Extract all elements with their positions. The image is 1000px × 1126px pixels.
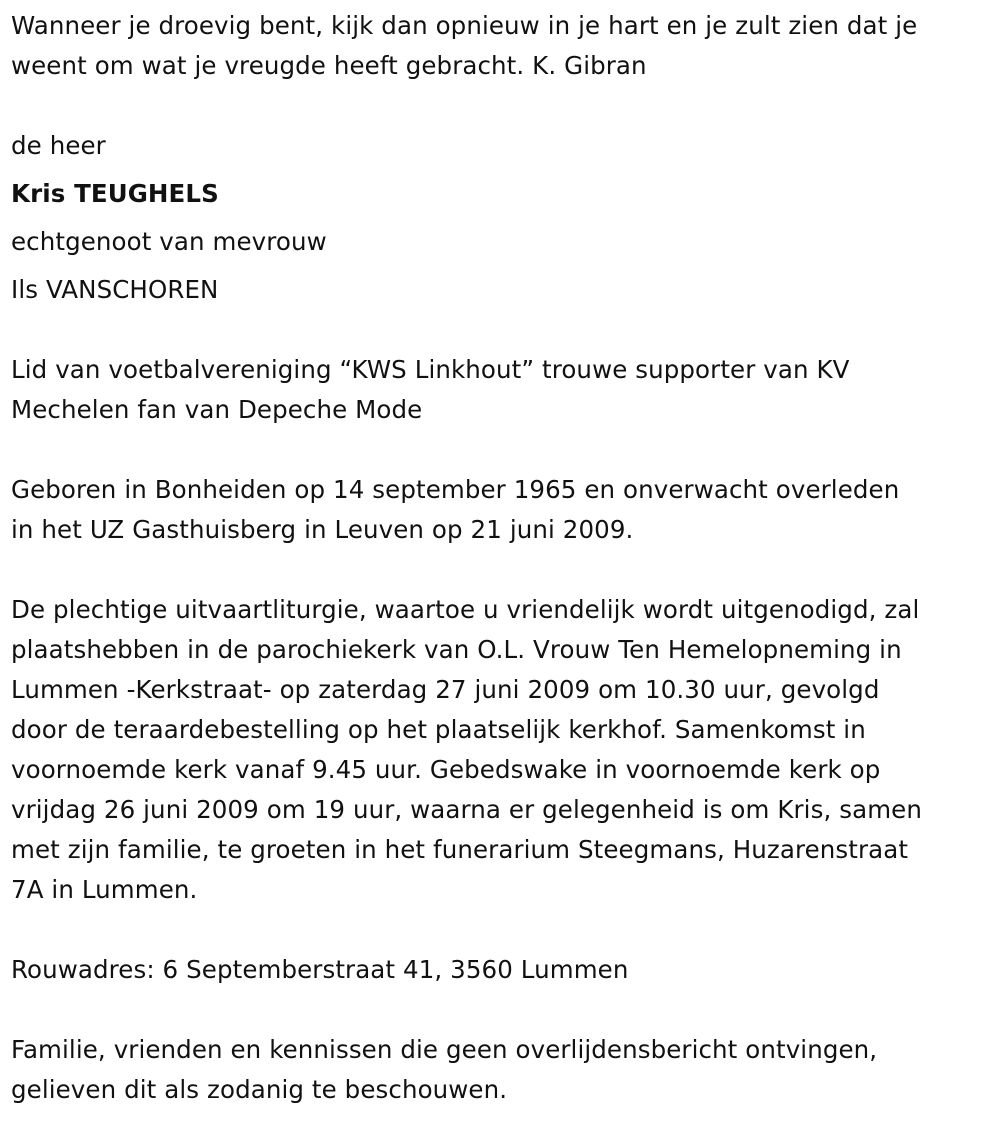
deceased-name: Kris TEUGHELS xyxy=(11,179,219,208)
funeral-line-7: met zijn familie, te groeten in het funerarium Steegmans, Huzarenstraat xyxy=(11,835,909,864)
section-gap xyxy=(11,910,990,950)
deceased-section xyxy=(11,126,990,310)
deceased-relation: echtgenoot van mevrouw xyxy=(11,227,327,256)
membership-line-2: Mechelen fan van Depeche Mode xyxy=(11,395,423,424)
membership-section xyxy=(11,350,990,430)
funeral-line-4: door de teraardebestelling op het plaatselijk kerkhof. Samenkomst in xyxy=(11,715,866,744)
address-section xyxy=(11,950,990,990)
funeral-line-5: voornoemde kerk vanaf 9.45 uur. Gebedswake in voornoemde kerk op xyxy=(11,755,881,784)
closing-section xyxy=(11,1030,990,1110)
birth-death-line-2: in het UZ Gasthuisberg in Leuven op 21 juni 2009. xyxy=(11,515,634,544)
quote-line-2: weent om wat je vreugde heeft gebracht. K. Gibran xyxy=(11,51,647,80)
quote-section xyxy=(11,6,990,86)
birth-death-section xyxy=(11,470,990,550)
section-gap xyxy=(11,990,990,1030)
closing-line-2: gelieven dit als zodanig te beschouwen. xyxy=(11,1075,508,1104)
funeral-section xyxy=(11,590,990,910)
closing-line-1: Familie, vrienden en kennissen die geen overlijdensbericht ontvingen, xyxy=(11,1035,878,1064)
funeral-line-3: Lummen -Kerkstraat- op zaterdag 27 juni 2009 om 10.30 uur, gevolgd xyxy=(11,675,880,704)
membership-line-1: Lid van voetbalvereniging “KWS Linkhout” trouwe supporter van KV xyxy=(11,355,850,384)
funeral-line-2: plaatshebben in de parochiekerk van O.L. Vrouw Ten Hemelopneming in xyxy=(11,635,902,664)
section-gap xyxy=(11,86,990,126)
section-gap xyxy=(11,310,990,350)
funeral-line-8: 7A in Lummen. xyxy=(11,875,198,904)
section-gap xyxy=(11,430,990,470)
section-gap xyxy=(11,550,990,590)
spouse-name: Ils VANSCHOREN xyxy=(11,275,219,304)
funeral-line-1: De plechtige uitvaartliturgie, waartoe u vriendelijk wordt uitgenodigd, zal xyxy=(11,595,920,624)
birth-death-line-1: Geboren in Bonheiden op 14 september 1965 en onverwacht overleden xyxy=(11,475,900,504)
deceased-title: de heer xyxy=(11,131,106,160)
quote-line-1: Wanneer je droevig bent, kijk dan opnieuw in je hart en je zult zien dat je xyxy=(11,11,918,40)
funeral-line-6: vrijdag 26 juni 2009 om 19 uur, waarna er gelegenheid is om Kris, samen xyxy=(11,795,922,824)
mourning-address: Rouwadres: 6 Septemberstraat 41, 3560 Lummen xyxy=(11,955,629,984)
